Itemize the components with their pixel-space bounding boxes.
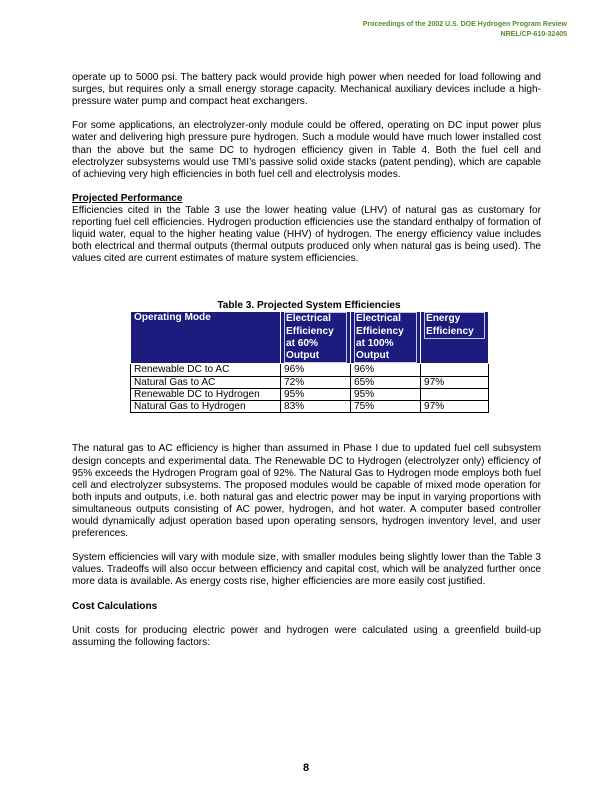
paragraph-5: System efficiencies will vary with module size, with smaller modules being slightly lower than the Table 3 values. Tradeoffs will also occur between efficiency and capital cost, which will be analyzed further once more data is available. As energy costs rise, higher efficiencies are more easily cost justified. xyxy=(72,552,541,588)
paragraph-6: Unit costs for producing electric power and hydrogen were calculated using a greenfield build-up assuming the following factors: xyxy=(72,624,541,648)
paragraph-4: The natural gas to AC efficiency is higher than assumed in Phase I due to updated fuel cell subsystem design concepts and experimental data. The Renewable DC to Hydrogen (electrolyzer only) efficiency of 95% exceeds the Hydrogen Program goal of 92%. The Natural Gas to Hydrogen mode employs both fuel cell and electrolyzer subsystems. The proposed modules would be capable of mixed mode operation for both inputs and outputs, i.e. both natural gas and electric power may be input in varying proportions with simultaneous outputs consisting of AC power, hydrogen, and hot water. A computer based controller would dynamically adjust operation based upon operating sensors, hydrogen inventory level, and user preferences. xyxy=(72,443,541,540)
table-caption: Table 3. Projected System Efficiencies xyxy=(217,300,401,312)
table-cell: 96% xyxy=(281,364,351,376)
table-cell: 96% xyxy=(351,364,421,376)
table-cell: 95% xyxy=(281,388,351,400)
table-row xyxy=(131,388,489,400)
page-number: 8 xyxy=(302,762,310,774)
header-report-number: NREL/CP-610-32405 xyxy=(500,29,567,38)
table-cell: 75% xyxy=(351,401,421,413)
table-header-cell xyxy=(281,312,351,364)
table-cell xyxy=(421,388,489,400)
table-cell: 97% xyxy=(421,376,489,388)
table-header-cell xyxy=(351,312,421,364)
table-cell: 95% xyxy=(351,388,421,400)
table-header-label: Electrical Efficiency at 100% Output xyxy=(354,312,417,363)
paragraph-3: Efficiencies cited in the Table 3 use the lower heating value (LHV) of natural gas as customary for reporting fuel cell efficiencies. Hydrogen production efficiencies use the standard enthalpy of formation of liquid water, equal to the higher heating value (HHV) of hydrogen. The energy efficiency value includes both electrical and thermal outputs (thermal outputs produced only when natural gas is being used). The values cited are current estimates of mature system efficiencies. xyxy=(72,204,541,265)
efficiency-table-block xyxy=(130,301,488,413)
efficiency-table xyxy=(130,311,489,413)
table-row xyxy=(131,376,489,388)
table-cell: 65% xyxy=(351,376,421,388)
page-body xyxy=(72,72,541,649)
table-row xyxy=(131,401,489,413)
table-cell xyxy=(421,364,489,376)
table-cell: 83% xyxy=(281,401,351,413)
section-heading-cost-calculations: Cost Calculations xyxy=(72,600,158,612)
table-row xyxy=(131,364,489,376)
table-header-cell: Operating Mode xyxy=(131,312,281,364)
paragraph-2: For some applications, an electrolyzer-only module could be offered, operating on DC input power plus water and delivering high pressure pure hydrogen. Such a module would have much lower installed cost than the above but the same DC to hydrogen efficiency given in Table 4. Both the fuel cell and electrolyzer subsystems would use TMI’s passive solid oxide stacks (patent pending), which are capable of achieving very high efficiencies in both fuel cell and electrolysis modes. xyxy=(72,120,541,180)
table-cell: Renewable DC to AC xyxy=(131,364,281,376)
table-cell: 97% xyxy=(421,401,489,413)
paragraph-1: operate up to 5000 psi. The battery pack would provide high power when needed for load following and surges, but requires only a small energy storage capacity. Mechanical auxiliary devices include a high-pressure water pump and compact heat exchangers. xyxy=(72,72,541,108)
table-header-row xyxy=(131,312,489,364)
table-cell: Natural Gas to AC xyxy=(131,376,281,388)
table-cell: Natural Gas to Hydrogen xyxy=(131,401,281,413)
table-header-label: Energy Efficiency xyxy=(424,312,485,338)
table-header-cell xyxy=(421,312,489,364)
table-header-label: Electrical Efficiency at 60% Output xyxy=(284,312,347,363)
table-cell: Renewable DC to Hydrogen xyxy=(131,388,281,400)
running-header xyxy=(363,19,567,39)
header-proceedings: Proceedings of the 2002 U.S. DOE Hydrogen Program Review xyxy=(362,19,567,28)
section-heading-projected-performance: Projected Performance xyxy=(72,192,183,204)
table-cell: 72% xyxy=(281,376,351,388)
